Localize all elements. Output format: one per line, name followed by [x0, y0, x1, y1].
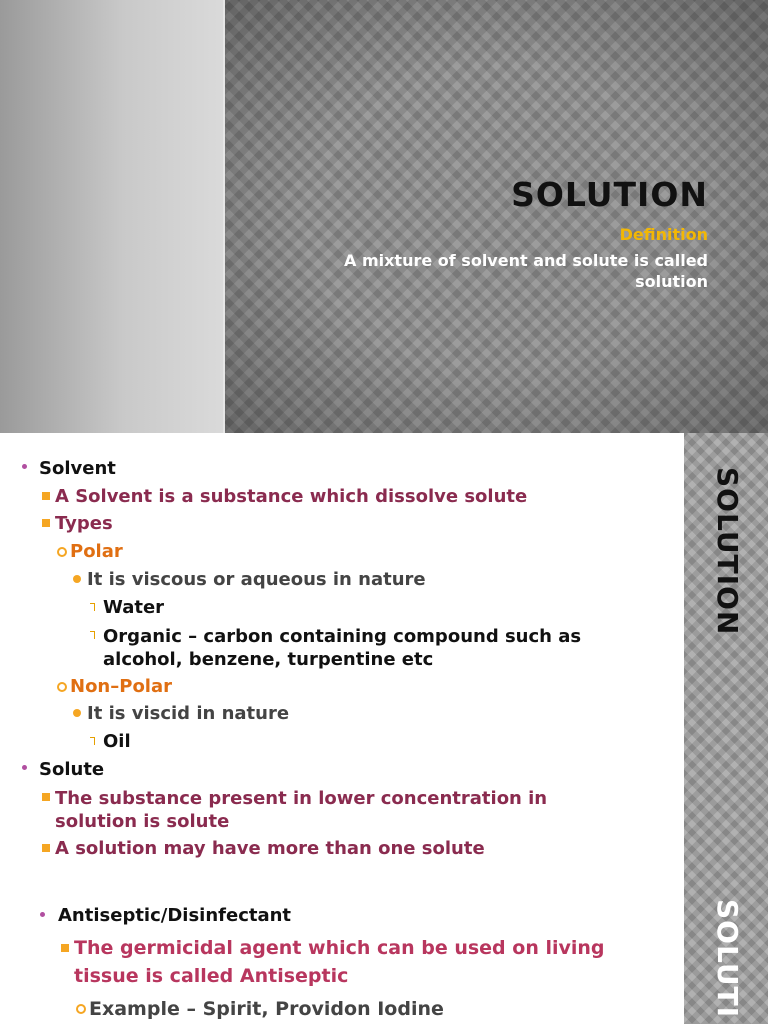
definition-label: Definition [619, 225, 708, 244]
bullet-square-icon [61, 944, 69, 952]
definition-text: A mixture of solvent and solute is called solution [344, 251, 708, 291]
bullet-bracket-icon [90, 603, 95, 611]
list-item-types: Types [55, 513, 113, 534]
bullet-dot-icon [40, 912, 45, 917]
list-item-polar-desc: It is viscous or aqueous in nature [87, 569, 426, 590]
side-title: SOLUTION [711, 467, 744, 636]
bullet-ring-icon [76, 1004, 86, 1014]
list-item-nonpolar-desc: It is viscid in nature [87, 703, 290, 724]
list-item-antiseptic-def: The germicidal agent which can be used on living tissue is called Antiseptic [74, 937, 605, 987]
content-slide [0, 433, 768, 1024]
list-item-nonpolar: Non–Polar [70, 676, 172, 697]
list-item-antiseptic-example: Example – Spirit, Providon Iodine [89, 998, 444, 1020]
bullet-dot-icon [22, 464, 27, 469]
list-item-solute: Solute [39, 759, 105, 780]
bullet-square-icon [42, 844, 50, 852]
list-item-organic: Organic – carbon containing compound such as alcohol, benzene, turpentine etc [103, 626, 582, 670]
list-item-solvent: Solvent [39, 458, 116, 479]
bullet-square-icon [42, 492, 50, 500]
bullet-square-icon [42, 519, 50, 527]
list-item-polar: Polar [70, 541, 123, 562]
list-item-solute-more: A solution may have more than one solute [55, 838, 485, 859]
list-item-water: Water [103, 597, 165, 618]
list-item-solvent-def: A Solvent is a substance which dissolve solute [55, 486, 528, 507]
list-item-solute-def: The substance present in lower concentration in solution is solute [55, 788, 548, 832]
bullet-bracket-icon [90, 631, 95, 639]
list-item-oil: Oil [103, 731, 131, 752]
title-slide-right-panel [225, 0, 768, 433]
title-slide [0, 0, 768, 433]
bullet-filled-circle-icon [73, 575, 81, 583]
bullet-ring-icon [57, 547, 67, 557]
title-slide-left-panel [0, 0, 224, 433]
list-item-antiseptic: Antiseptic/Disinfectant [58, 905, 292, 926]
bullet-bracket-icon [90, 737, 95, 745]
bullet-ring-icon [57, 682, 67, 692]
bullet-filled-circle-icon [73, 709, 81, 717]
slide-title: SOLUTION [511, 175, 708, 214]
next-slide-side-title: SOLUTI [711, 899, 744, 1019]
bullet-dot-icon [22, 765, 27, 770]
bullet-square-icon [42, 793, 50, 801]
